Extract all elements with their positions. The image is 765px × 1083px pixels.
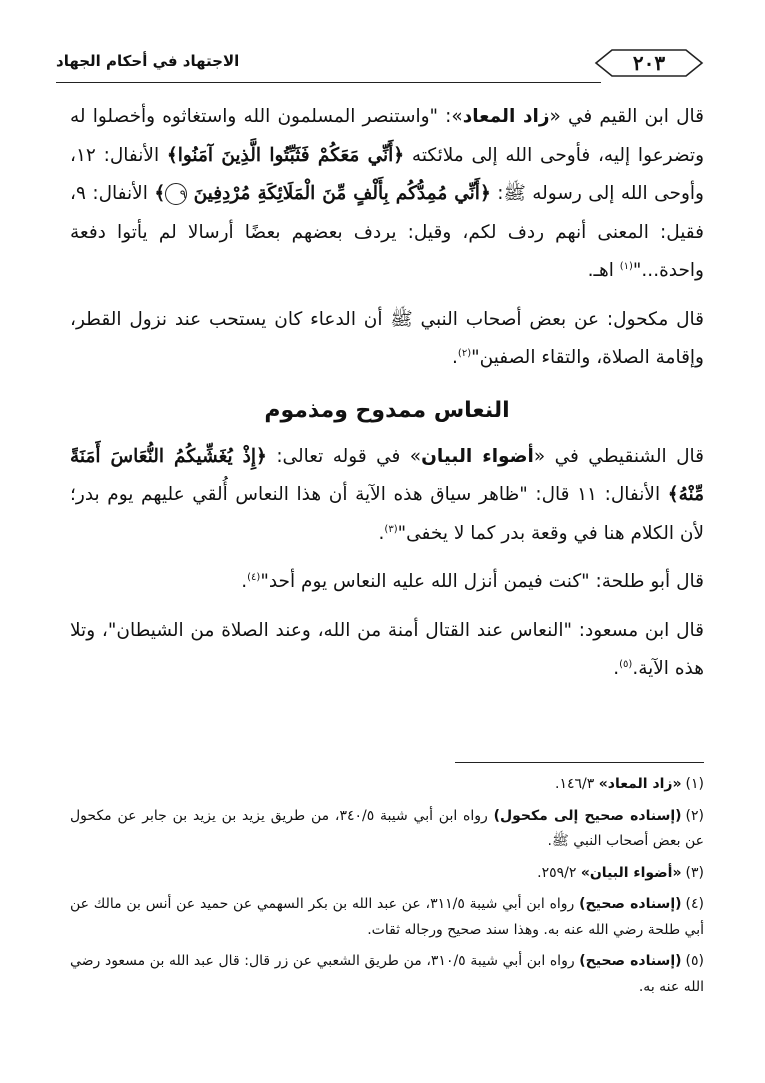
footnote-separator: [455, 762, 704, 763]
footnote-source: «أضواء البيان»: [580, 864, 682, 881]
paragraph-text: قال مكحول: عن بعض أصحاب النبي ﷺ أن الدعاء كان يستحب عند نزول القطر، وإقامة الصلاة، والتقاء الصفين": [70, 308, 704, 368]
page-header: [56, 44, 704, 84]
footnote-text: ١٤٦/٣.: [555, 776, 599, 792]
footnote-ref[interactable]: (١): [619, 260, 633, 272]
footnote-source: (إسناده صحيح): [579, 953, 682, 969]
footnote-text: رواه ابن أبي شيبة ٣١٠/٥، من طريق الشعبي عن زر قال: قال عبد الله بن مسعود رضي الله عنه به.: [70, 953, 704, 995]
footnote-number: (٢): [685, 807, 704, 824]
footnote-text: رواه ابن أبي شيبة ٣١١/٥، عن عبد الله بن بكر السهمي عن حميد عن أنس بن مالك عن أبي طلحة رضي الله عنه به. وهذا سند صحيح ورجاله ثقات.: [70, 896, 704, 938]
quran-bracket: ﴾: [154, 183, 166, 204]
page-number: ٢٠٣: [632, 51, 666, 75]
footnote-source: (إسناده صحيح إلى مكحول): [493, 807, 682, 824]
paragraph-text: »: "واستنصر المسلمون الله واستغاثوه وأخصلوا له وتضرعوا إليه، فأوحى الله إلى ملائكته: [70, 106, 705, 166]
source-title: أضواء البيان: [421, 445, 534, 467]
page-number-frame: [594, 48, 704, 78]
footnote-item: [70, 772, 704, 798]
paragraph-text: قال ابن مسعود: "النعاس عند القتال أمنة من الله، وعند الصلاة من الشيطان"، وتلا هذه الآية.: [70, 619, 704, 679]
paragraph-text: الأنفال: ١١ قال: "ظاهر سياق هذه الآية أن هذا النعاس أُلقي عليهم يوم بدر؛ لأن الكلام هنا في وقعة بدر كما لا يخفى": [70, 484, 704, 544]
ayah-number-marker: ٩: [165, 183, 187, 205]
paragraph-ibn-qayyim: [70, 98, 704, 291]
paragraph-text: قال أبو طلحة: "كنت فيمن أنزل الله عليه النعاس يوم أحد": [260, 571, 704, 592]
paragraph-text: الأنفال: ٩، فقيل: المعنى أنهم ردف لكم، وقيل: يردف بعضهم بعضًا أرسالا لم يأتوا دفعة واحدة...": [70, 183, 704, 281]
footnote-number: (٤): [685, 896, 704, 912]
footnote-ref[interactable]: (٥): [619, 658, 633, 670]
footnote-ref[interactable]: (٢): [457, 347, 472, 359]
paragraph-text: .: [452, 347, 458, 368]
footnote-text: رواه ابن أبي شيبة ٣٤٠/٥، من طريق يزيد بن يزيد بن جابر عن مكحول عن بعض أصحاب النبي ﷺ.: [70, 807, 704, 849]
paragraph-text: الأنفال: ١٢، وأوحى الله إلى رسوله ﷺ:: [70, 144, 704, 204]
footnote-ref[interactable]: (٣): [384, 523, 398, 535]
paragraph-text: اهـ.: [587, 260, 620, 281]
paragraph-ibn-masud: [70, 612, 704, 689]
footnote-item: [70, 892, 704, 943]
footnote-number: (٣): [685, 864, 704, 881]
section-heading: النعاس ممدوح ومذموم: [264, 397, 510, 423]
footnotes: [70, 772, 704, 1006]
paragraph-text: .: [241, 571, 248, 592]
paragraph-makhul: [70, 301, 704, 378]
paragraph-text: » في قوله تعالى:: [266, 445, 422, 467]
quran-quote: ﴿أَنِّي مَعَكُمْ فَثَبِّتُوا الَّذِينَ آمَنُوا﴾: [166, 144, 405, 166]
footnote-item: [70, 804, 704, 855]
paragraph-abu-talha: [70, 563, 704, 602]
footnote-ref[interactable]: (٤): [247, 571, 261, 583]
running-title: الاجتهاد في أحكام الجهاد: [56, 52, 240, 70]
paragraph-shanqiti: [70, 438, 704, 554]
source-title: زاد المعاد: [462, 106, 550, 127]
footnote-number: (٥): [685, 953, 704, 969]
paragraph-text: قال ابن القيم في «: [549, 106, 704, 127]
footnote-source: (إسناده صحيح): [579, 896, 682, 912]
footnote-text: ٢٥٩/٢.: [537, 864, 581, 881]
paragraph-text: قال الشنقيطي في «: [533, 445, 705, 467]
footnote-item: [70, 949, 704, 1000]
main-text: [70, 98, 704, 689]
footnote-source: «زاد المعاد»: [598, 776, 682, 792]
quran-quote: ﴿أَنِّي مُمِدُّكُم بِأَلْفٍ مِّنَ الْمَلَائِكَةِ مُرْدِفِينَ: [193, 183, 491, 204]
footnote-number: (١): [685, 776, 704, 792]
header-rule: [56, 82, 601, 83]
quran-quote: ﴿إِذْ يُغَشِّيكُمُ النُّعَاسَ أَمَنَةً مِّنْهُ﴾: [70, 445, 704, 505]
paragraph-text: .: [613, 658, 620, 679]
paragraph-text: .: [378, 522, 385, 544]
footnote-item: [70, 861, 704, 887]
